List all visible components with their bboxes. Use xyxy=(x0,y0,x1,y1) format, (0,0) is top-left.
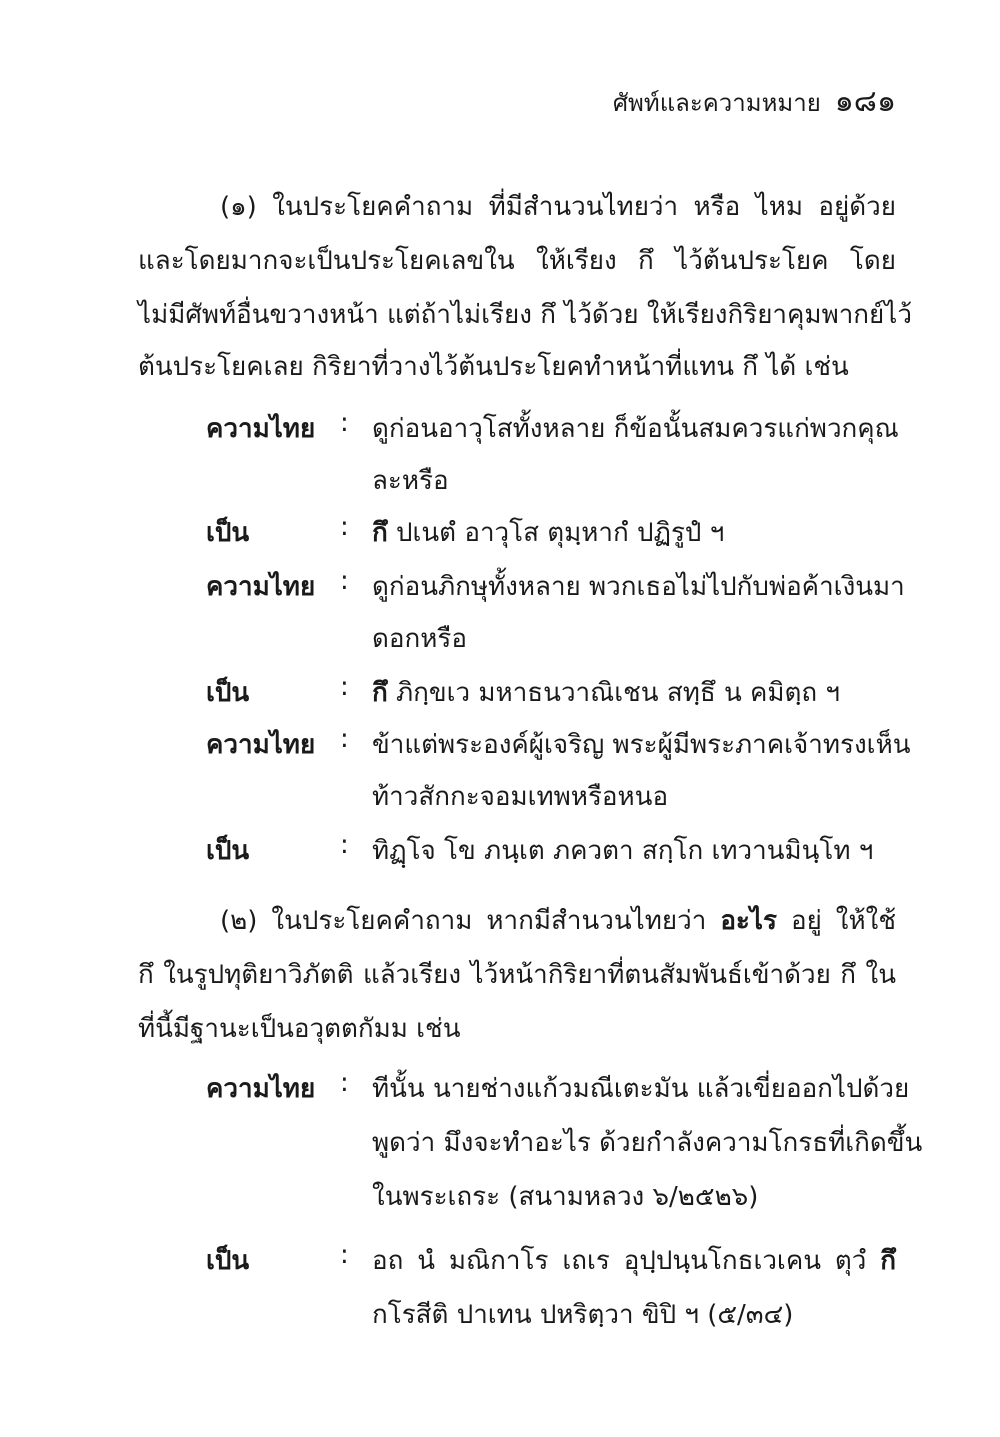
example-text xyxy=(372,672,896,713)
paragraph-line: ที่นี้มีฐานะเป็นอวุตตกัมม เช่น xyxy=(138,1014,461,1044)
page-header xyxy=(613,78,896,125)
pali-text: ภิกฺขเว มหาธนวาณิเชน สทฺธึ น คมิตฺถ ฯ xyxy=(396,678,841,708)
example-text: ละหรือ xyxy=(372,466,449,496)
example-colon: : xyxy=(340,566,349,596)
example-label: ความไทย xyxy=(206,1074,316,1104)
paragraph-line: ไม่มีศัพท์อื่นขวางหน้า แต่ถ้าไม่เรียง กึ ไว้ด้วย ให้เรียงกิริยาคุมพากย์ไว้ xyxy=(138,300,912,330)
example-text: ท้าวสักกะจอมเทพหรือหนอ xyxy=(372,782,669,812)
paragraph-line xyxy=(220,900,896,941)
pali-text: ปเนตํ อาวุโส ตุมฺหากํ ปฏิรูปํ ฯ xyxy=(396,518,725,548)
example-text: กโรสีติ ปาเทน ปหริตฺวา ขิปิ ฯ (๕/๓๔) xyxy=(372,1300,794,1330)
paragraph-line: และโดยมากจะเป็นประโยคเลขใน ให้เรียง กึ ไว้ต้นประโยค โดย xyxy=(138,246,896,276)
example-text: ในพระเถระ (สนามหลวง ๖/๒๕๒๖) xyxy=(372,1182,759,1212)
example-text xyxy=(372,512,896,553)
example-colon: : xyxy=(340,1068,349,1098)
example-text: ทิฏฺโจ โข ภนฺเต ภควตา สกฺโก เทวานมินฺโท ฯ xyxy=(372,836,874,866)
paragraph-line: (๑) ในประโยคคำถาม ที่มีสำนวนไทยว่า หรือ ไหม อยู่ด้วย xyxy=(220,192,896,222)
example-colon: : xyxy=(340,408,349,438)
page-number: ๑๘๑ xyxy=(834,84,896,119)
example-text: ข้าแต่พระองค์ผู้เจริญ พระผู้มีพระภาคเจ้าทรงเห็น xyxy=(372,730,911,760)
example-label: เป็น xyxy=(206,836,250,866)
paragraph-text: (๒) ในประโยคคำถาม หากมีสำนวนไทยว่า xyxy=(220,906,721,936)
example-label: เป็น xyxy=(206,678,250,708)
example-text: ดูก่อนภิกษุทั้งหลาย พวกเธอไม่ไปกับพ่อค้าเงินมา xyxy=(372,572,905,602)
example-label: เป็น xyxy=(206,518,250,548)
keyword-text: กึ xyxy=(372,518,388,548)
keyword-text: กึ xyxy=(372,678,388,708)
header-title: ศัพท์และความหมาย xyxy=(612,89,821,117)
pali-text: อถ นํ มณิกาโร เถเร อุปฺปนฺนโกธเวเคน ตุวํ xyxy=(372,1246,881,1276)
example-colon: : xyxy=(340,512,349,542)
example-colon: : xyxy=(340,1240,349,1270)
example-text xyxy=(372,1240,896,1281)
example-label: เป็น xyxy=(206,1246,250,1276)
example-text: ดอกหรือ xyxy=(372,624,467,654)
paragraph-line: ต้นประโยคเลย กิริยาที่วางไว้ต้นประโยคทำหน้าที่แทน กึ ได้ เช่น xyxy=(138,352,849,382)
keyword-text: กึ xyxy=(880,1246,896,1276)
example-label: ความไทย xyxy=(206,572,316,602)
example-colon: : xyxy=(340,724,349,754)
example-colon: : xyxy=(340,830,349,860)
example-colon: : xyxy=(340,672,349,702)
example-text: พูดว่า มึงจะทำอะไร ด้วยกำลังความโกรธที่เกิดขึ้น xyxy=(372,1128,923,1158)
example-text: ดูก่อนอาวุโสทั้งหลาย ก็ข้อนั้นสมควรแก่พวกคุณ xyxy=(372,414,899,444)
paragraph-text: อยู่ ให้ใช้ xyxy=(776,906,896,936)
example-label: ความไทย xyxy=(206,730,316,760)
example-label: ความไทย xyxy=(206,414,316,444)
example-text: ทีนั้น นายช่างแก้วมณีเตะมัน แล้วเขี่ยออกไปด้วย xyxy=(372,1074,910,1104)
keyword-text: อะไร xyxy=(720,906,777,936)
paragraph-line: กึ ในรูปทุติยาวิภัตติ แล้วเรียง ไว้หน้ากิริยาที่ตนสัมพันธ์เข้าด้วย กึ ใน xyxy=(138,960,896,990)
